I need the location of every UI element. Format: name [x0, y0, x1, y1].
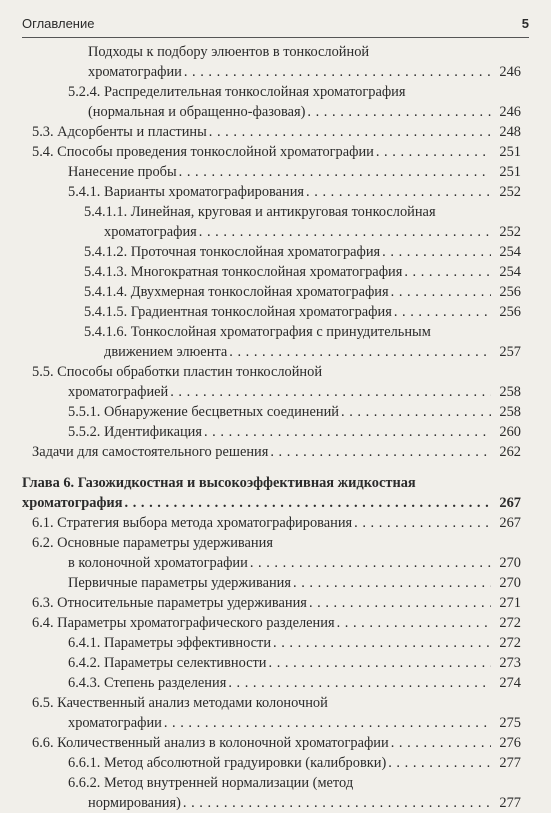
toc-entry: [0, 573, 551, 593]
toc-entry-page: 257: [499, 344, 521, 360]
dot-leader: [341, 402, 491, 422]
toc-entry-text: хроматография: [104, 224, 197, 240]
page-number: 5: [521, 16, 529, 31]
dot-leader: [382, 242, 491, 262]
toc-entry-page: 252: [499, 224, 521, 240]
dot-leader: [184, 62, 491, 82]
toc-entry-page: 260: [499, 424, 521, 440]
toc-entry-text: 5.2.4. Распределительная тонкослойная хроматография: [68, 84, 406, 100]
toc-entry-page: 248: [499, 124, 521, 140]
toc-entry: [0, 733, 551, 753]
toc-entry-text: Задачи для самостоятельного решения: [32, 444, 269, 460]
toc-entry-page: 251: [499, 144, 521, 160]
dot-leader: [337, 613, 491, 633]
toc-entry: [0, 713, 551, 733]
toc-entry-page: 267: [499, 515, 521, 531]
toc-entry-text: 5.5. Способы обработки пластин тонкослойной: [32, 364, 323, 380]
toc-entry: [0, 182, 551, 202]
toc-entry: [0, 302, 551, 322]
toc-entry-page: 277: [499, 795, 521, 811]
toc-entry-text: 6.2. Основные параметры удерживания: [32, 535, 273, 551]
toc-entry: [0, 442, 551, 462]
toc-entry-page: 258: [499, 384, 521, 400]
dot-leader: [388, 753, 491, 773]
toc-entry: [0, 613, 551, 633]
dot-leader: [125, 493, 492, 513]
toc-entry: [0, 322, 551, 342]
toc-entry: [0, 753, 551, 773]
toc-entry-page: 254: [499, 244, 521, 260]
toc-entry-page: 270: [499, 555, 521, 571]
toc-entry: [0, 553, 551, 573]
toc-entry-page: 251: [499, 164, 521, 180]
dot-leader: [269, 653, 492, 673]
toc-entry: [0, 693, 551, 713]
toc-entry: [0, 653, 551, 673]
toc-entry-text: 5.4.1.5. Градиентная тонкослойная хроматография: [84, 304, 392, 320]
toc-entry-page: 271: [499, 595, 521, 611]
toc-entry-page: 272: [499, 635, 521, 651]
toc-entry: [0, 422, 551, 442]
toc-entry-text: 6.4. Параметры хроматографического разделения: [32, 615, 335, 631]
toc-entry-text: Глава 6. Газожидкостная и высокоэффективная жидкостная: [22, 475, 416, 491]
toc-entry: [0, 773, 551, 793]
toc-entry: [0, 282, 551, 302]
header-rule: [22, 37, 529, 38]
toc-entry-page: 256: [499, 304, 521, 320]
toc-entry-text: 6.3. Относительные параметры удерживания: [32, 595, 307, 611]
toc-entry-page: 254: [499, 264, 521, 280]
toc-entry-text: Нанесение пробы: [68, 164, 177, 180]
dot-leader: [229, 342, 491, 362]
dot-leader: [164, 713, 491, 733]
toc-entry-text: 5.4.1.2. Проточная тонкослойная хроматография: [84, 244, 381, 260]
toc-entry: [0, 162, 551, 182]
toc-entry-text: хроматография: [22, 495, 123, 511]
toc-entry-text: 5.5.2. Идентификация: [68, 424, 202, 440]
toc-entry: [0, 533, 551, 553]
toc-entry-text: 5.4.1.4. Двухмерная тонкослойная хроматография: [84, 284, 389, 300]
toc-entry-text: 6.1. Стратегия выбора метода хроматографирования: [32, 515, 353, 531]
toc-entry-text: хроматографии: [88, 64, 182, 80]
toc-entry-page: 274: [499, 675, 521, 691]
toc-entry: [0, 382, 551, 402]
toc-entry: [0, 42, 551, 62]
toc-entry-page: 273: [499, 655, 521, 671]
toc-entry-text: 6.4.1. Параметры эффективности: [68, 635, 272, 651]
dot-leader: [183, 793, 491, 813]
section-gap: [0, 462, 551, 473]
toc-entry-text: 6.4.3. Степень разделения: [68, 675, 227, 691]
toc-entry-text: 6.6. Количественный анализ в колоночной хроматографии: [32, 735, 389, 751]
toc-entry-page: 276: [499, 735, 521, 751]
dot-leader: [273, 633, 491, 653]
dot-leader: [354, 513, 491, 533]
toc-entry: [0, 513, 551, 533]
toc-entry-text: хроматографии: [68, 715, 162, 731]
toc-entry-text: 5.4.1.1. Линейная, круговая и антикруговая тонкослойная: [84, 204, 436, 220]
toc-entry-page: 267: [499, 495, 521, 511]
toc-entry-page: 277: [499, 755, 521, 771]
toc-entry: [0, 593, 551, 613]
toc-entry: [0, 793, 551, 813]
toc-entry-text: 6.4.2. Параметры селективности: [68, 655, 267, 671]
toc-entry: [0, 82, 551, 102]
toc-entry-text: движением элюента: [104, 344, 228, 360]
toc-entry-text: в колоночной хроматографии: [68, 555, 248, 571]
dot-leader: [309, 593, 491, 613]
toc-entry-text: Первичные параметры удерживания: [68, 575, 292, 591]
toc-entry: [0, 262, 551, 282]
toc-entry: [0, 142, 551, 162]
dot-leader: [170, 382, 491, 402]
toc-entry-page: 270: [499, 575, 521, 591]
dot-leader: [209, 122, 491, 142]
dot-leader: [179, 162, 491, 182]
toc-entry-page: 272: [499, 615, 521, 631]
toc-entry-page: 256: [499, 284, 521, 300]
running-head-title: Оглавление: [22, 16, 95, 31]
toc-entry-text: 5.5.1. Обнаружение бесцветных соединений: [68, 404, 340, 420]
toc-entry: [0, 402, 551, 422]
toc-entry: [0, 202, 551, 222]
toc-entry-text: нормирования): [88, 795, 181, 811]
toc-entry-page: 262: [499, 444, 521, 460]
dot-leader: [306, 182, 491, 202]
running-head: [22, 16, 529, 36]
dot-leader: [270, 442, 491, 462]
toc-entry-page: 252: [499, 184, 521, 200]
dot-leader: [199, 222, 491, 242]
toc-entry-text: 5.4. Способы проведения тонкослойной хроматографии: [32, 144, 374, 160]
toc-entry-page: 246: [499, 104, 521, 120]
toc-entry: [0, 62, 551, 82]
toc-entry-text: 5.4.1.3. Многократная тонкослойная хроматография: [84, 264, 403, 280]
dot-leader: [293, 573, 491, 593]
dot-leader: [391, 282, 491, 302]
toc-entry-page: 246: [499, 64, 521, 80]
toc-entry-text: (нормальная и обращенно-фазовая): [88, 104, 306, 120]
toc-entry-text: Подходы к подбору элюентов в тонкослойной: [88, 44, 370, 60]
dot-leader: [391, 733, 491, 753]
toc-entry: [0, 102, 551, 122]
toc-entry: [0, 342, 551, 362]
toc-entry: [0, 633, 551, 653]
toc-entry-text: 6.5. Качественный анализ методами колоночной: [32, 695, 328, 711]
dot-leader: [228, 673, 491, 693]
dot-leader: [250, 553, 491, 573]
dot-leader: [376, 142, 491, 162]
dot-leader: [404, 262, 491, 282]
toc-entry: [0, 122, 551, 142]
toc-entry: [0, 473, 551, 493]
toc-entry-page: 258: [499, 404, 521, 420]
dot-leader: [394, 302, 491, 322]
toc-entry-text: хроматографией: [68, 384, 169, 400]
toc-entry-text: 5.4.1.6. Тонкослойная хроматография с принудительным: [84, 324, 431, 340]
toc-entry-text: 6.6.2. Метод внутренней нормализации (метод: [68, 775, 354, 791]
toc-entry: [0, 673, 551, 693]
toc-entry-text: 6.6.1. Метод абсолютной градуировки (калибровки): [68, 755, 387, 771]
toc-entry-text: 5.3. Адсорбенты и пластины: [32, 124, 207, 140]
toc-entry: [0, 222, 551, 242]
toc-entry: [0, 493, 551, 513]
table-of-contents: [0, 42, 551, 813]
toc-entry-page: 275: [499, 715, 521, 731]
dot-leader: [307, 102, 491, 122]
toc-entry-text: 5.4.1. Варианты хроматографирования: [68, 184, 305, 200]
toc-entry: [0, 362, 551, 382]
toc-entry: [0, 242, 551, 262]
dot-leader: [204, 422, 491, 442]
